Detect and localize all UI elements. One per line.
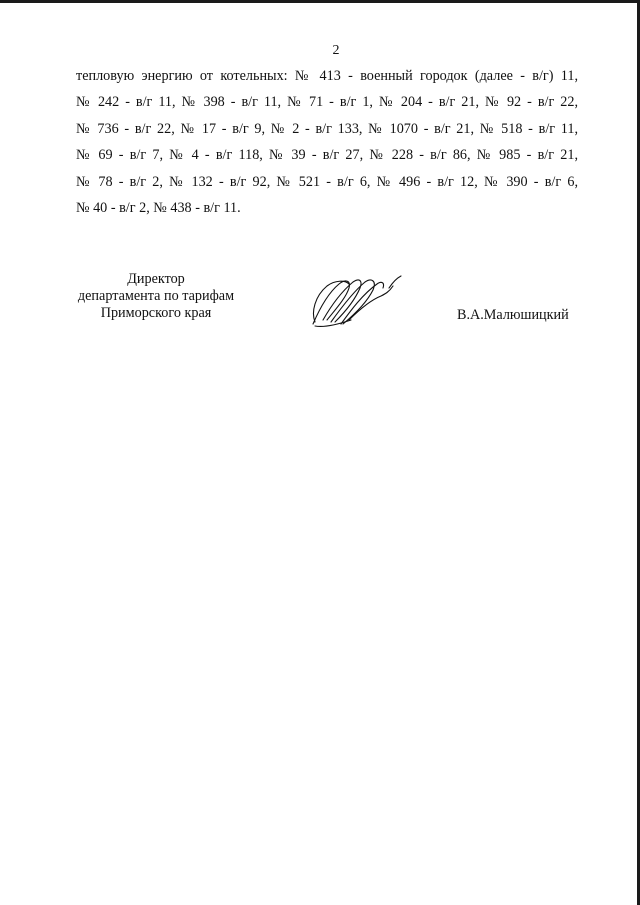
signatory-title-line-2: департамента по тарифам [77,288,235,304]
body-line-6: № 40 - в/г 2, № 438 - в/г 11. [76,199,241,216]
signatory-title-line-3: Приморского края [100,305,212,321]
body-line-5: № 78 - в/г 2, № 132 - в/г 92, № 521 - в/г 6, № 496 - в/г 12, № 390 - в/г 6, [76,173,578,190]
handwritten-signature [305,270,405,332]
body-line-4: № 69 - в/г 7, № 4 - в/г 118, № 39 - в/г 27, № 228 - в/г 86, № 985 - в/г 21, [76,147,578,164]
body-paragraph [76,63,578,221]
body-line-3: № 736 - в/г 22, № 17 - в/г 9, № 2 - в/г 133, № 1070 - в/г 21, № 518 - в/г 11, [76,120,578,137]
page-edge-top [0,0,640,3]
body-line-2: № 242 - в/г 11, № 398 - в/г 11, № 71 - в/г 1, № 204 - в/г 21, № 92 - в/г 22, [76,94,578,111]
signatory-title [70,271,242,322]
page-number: 2 [332,43,340,58]
signatory-name: В.А.Малюшицкий [457,307,569,323]
signatory-title-line-1: Директор [127,271,185,287]
body-line-1: тепловую энергию от котельных: № 413 - военный городок (далее - в/г) 11, [76,68,578,84]
